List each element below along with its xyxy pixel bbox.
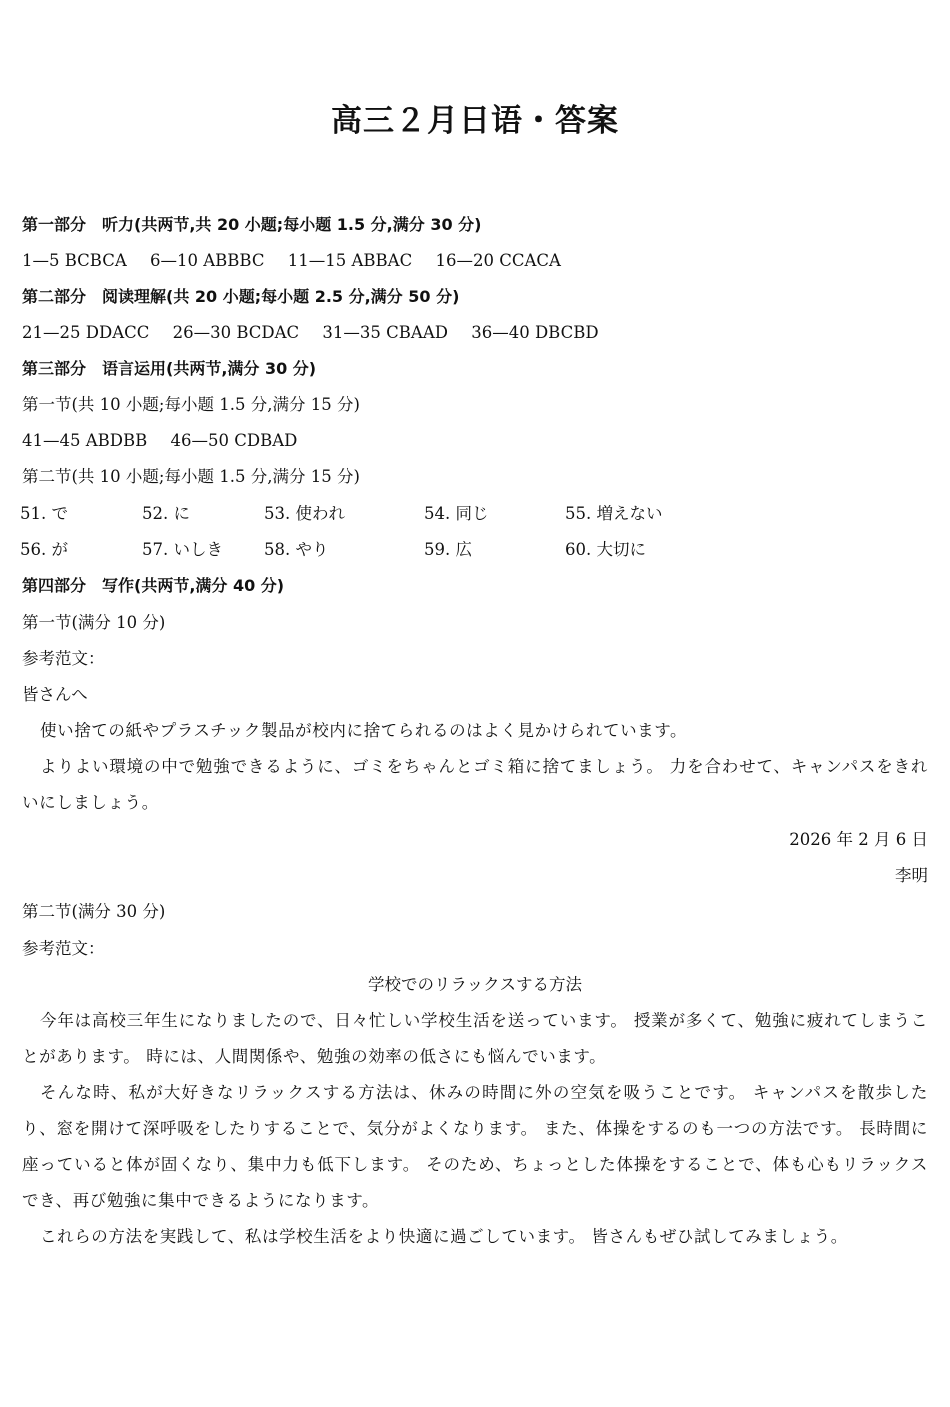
letter-greeting: 皆さんへ (22, 685, 88, 704)
part3-section1-header: 第一节(共 10 小题;每小题 1.5 分,满分 15 分) (22, 395, 360, 414)
answer-group: 21—25 DDACC (22, 323, 150, 342)
fill-in-answer: 58. やり (264, 540, 329, 559)
fill-in-answer: 53. 使われ (264, 504, 345, 523)
fill-in-answer: 51. で (20, 504, 68, 523)
essay-paragraph: 今年は高校三年生になりましたので、日々忙しい学校生活を送っています。 授業が多くて、勉強に疲れてしまうことがあります。 時には、人間関係や、勉強の効率の低さにも悩んでいます。 (22, 1011, 928, 1066)
part4-section2-header: 第二节(满分 30 分) (22, 902, 166, 921)
part1-answers (22, 249, 561, 273)
fill-in-answer: 60. 大切に (565, 540, 646, 559)
answer-group: 1—5 BCBCA (22, 251, 127, 270)
essay-title: 学校でのリラックスする方法 (367, 975, 582, 994)
fill-in-answer: 52. に (142, 504, 190, 523)
answer-group: 46—50 CDBAD (170, 431, 298, 450)
part3-header: 第三部分 语言运用(共两节,满分 30 分) (22, 359, 317, 378)
part2-answers (22, 321, 599, 345)
fill-in-answer: 55. 増えない (565, 504, 663, 523)
answer-group: 36—40 DBCBD (471, 323, 599, 342)
letter-paragraph: 使い捨ての紙やプラスチック製品が校内に捨てられるのはよく見かけられています。 (40, 721, 688, 740)
part4-section1-header: 第一节(满分 10 分) (22, 613, 166, 632)
answer-group: 6—10 ABBBC (150, 251, 265, 270)
part4-section2-label: 参考范文： (22, 939, 105, 958)
answer-group: 41—45 ABDBB (22, 431, 148, 450)
fill-in-answer: 57. いしき (142, 540, 223, 559)
fill-in-answer: 59. 広 (424, 540, 472, 559)
answer-group: 31—35 CBAAD (322, 323, 448, 342)
essay-paragraph: そんな時、私が大好きなリラックスする方法は、休みの時間に外の空気を吸うことです。 キャンパスを散歩したり、窓を開けて深呼吸をしたりすることで、気分がよくなります。 また、体操をするのも一つの方法です。 長時間に座っていると体が固くなり、集中力も低下します。 そのため、ちょっとした体操をすることで、体も心もリラックスでき、再び勉強に集中できるようになります。 (22, 1083, 928, 1210)
part2-header: 第二部分 阅读理解(共 20 小题;每小题 2.5 分,满分 50 分) (22, 287, 460, 306)
fill-in-answer: 54. 同じ (424, 504, 489, 523)
answer-group: 26—30 BCDAC (172, 323, 300, 342)
part3-section2-header: 第二节(共 10 小题;每小题 1.5 分,满分 15 分) (22, 467, 360, 486)
letter-paragraph: よりよい環境の中で勉強できるように、ゴミをちゃんとゴミ箱に捨てましょう。 力を合わせて、キャンパスをきれいにしましょう。 (22, 757, 928, 812)
answer-group: 11—15 ABBAC (287, 251, 413, 270)
page-title: 高三２月日语・答案 (331, 103, 619, 139)
essay-paragraph: これらの方法を実践して、私は学校生活をより快適に過ごしています。 皆さんもぜひ試してみましょう。 (40, 1227, 848, 1246)
part4-section1-label: 参考范文： (22, 649, 105, 668)
part1-header: 第一部分 听力(共两节,共 20 小题;每小题 1.5 分,满分 30 分) (22, 215, 482, 234)
part4-header: 第四部分 写作(共两节,满分 40 分) (22, 576, 285, 595)
letter-signature: 李明 (895, 866, 928, 885)
answer-group: 16—20 CCACA (435, 251, 561, 270)
letter-date: 2026 年 2 月 6 日 (789, 830, 928, 849)
part3-section1-answers (22, 429, 297, 453)
fill-in-answer: 56. が (20, 540, 68, 559)
